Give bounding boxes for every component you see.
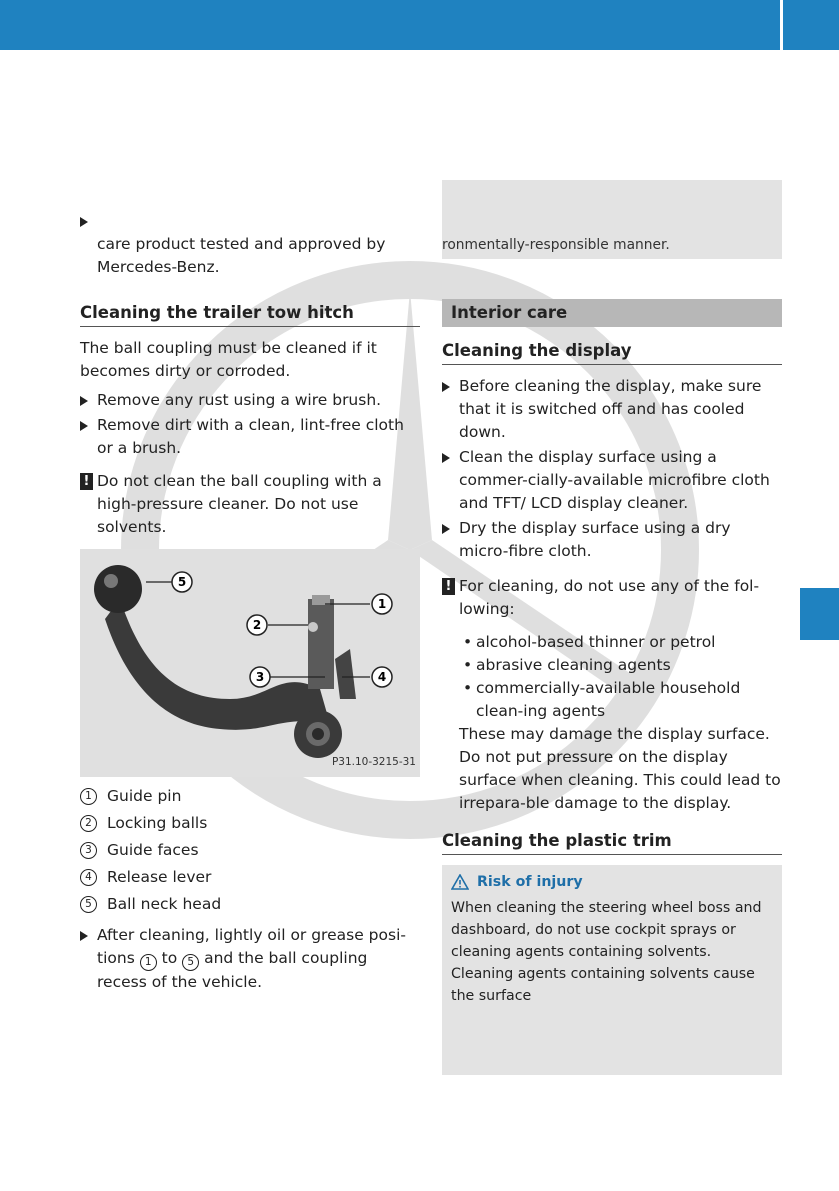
legend-item	[80, 864, 420, 891]
right-column	[442, 180, 782, 1075]
display-caution-note	[442, 575, 782, 621]
callout-5	[172, 572, 192, 592]
note-intro: For cleaning, do not use any of the fol-lowing:	[459, 577, 760, 618]
interior-care-banner: Interior care	[442, 299, 782, 327]
list-item: • commercially-available household clean-ing agents	[459, 677, 782, 723]
warning-header	[451, 871, 773, 893]
intro-bullet-line-1	[97, 210, 420, 233]
caution-note	[80, 470, 420, 539]
legend-label: Guide pin	[107, 787, 182, 805]
list-item	[442, 517, 782, 563]
bullet-text: Clean the display surface using a commer-cially-available microfibre cloth and TFT/ LCD display cleaner.	[459, 448, 770, 512]
bullet-arrow-icon	[80, 421, 88, 431]
after-text-2: and the ball coupling recess of the vehicle.	[97, 949, 368, 991]
tow-hitch-illustration	[80, 549, 420, 777]
exclamation-icon: !	[80, 473, 93, 490]
trailer-intro: The ball coupling must be cleaned if it becomes dirty or corroded.	[80, 339, 377, 380]
legend-item	[80, 837, 420, 864]
list-item	[80, 389, 420, 412]
svg-text:3: 3	[255, 670, 265, 684]
inline-number: 1	[140, 954, 157, 971]
environment-text: ronmentally-responsible manner.	[442, 237, 670, 253]
svg-text:4: 4	[377, 670, 387, 684]
intro-bullet-line-2: care product tested and approved by	[97, 235, 386, 253]
left-column	[80, 210, 420, 996]
bullet-arrow-icon	[80, 931, 88, 941]
svg-text:2: 2	[252, 618, 262, 632]
section-title-plastic-trim: Cleaning the plastic trim	[442, 829, 782, 855]
list-item: • alcohol-based thinner or petrol	[459, 631, 782, 654]
callout-4	[372, 667, 392, 687]
callout-3	[250, 667, 270, 687]
tow-hitch-figure	[80, 549, 420, 777]
bullet-arrow-icon	[442, 382, 450, 392]
warning-triangle-icon	[451, 874, 469, 890]
legend-number: 2	[80, 815, 97, 832]
legend-number: 1	[80, 788, 97, 805]
legend-item	[80, 810, 420, 837]
warning-box	[442, 865, 782, 1075]
caution-note-text: Do not clean the ball coupling with a high-pressure cleaner. Do not use solvents.	[97, 472, 382, 536]
list-item	[442, 375, 782, 444]
list-item	[80, 414, 420, 460]
after-to: to	[161, 949, 178, 967]
intro-bullet-line-3: Mercedes-Benz.	[97, 258, 220, 276]
legend-label: Release lever	[107, 868, 212, 886]
header-band	[0, 0, 839, 50]
warning-text: When cleaning the steering wheel boss and dashboard, do not use cockpit sprays or cleaning agents containing solvents. Cleaning agents containing solvents cause the surface	[451, 900, 762, 1004]
section-title-display: Cleaning the display	[442, 339, 782, 365]
warning-title: Risk of injury	[477, 874, 583, 890]
after-cleaning-bullet	[80, 924, 420, 994]
legend-number: 5	[80, 896, 97, 913]
figure-legend	[80, 783, 420, 918]
bullet-text: Remove any rust using a wire brush.	[97, 391, 382, 409]
legend-number: 3	[80, 842, 97, 859]
after-text-1: After cleaning, lightly oil or grease posi-tions	[97, 926, 406, 967]
exclamation-icon: !	[442, 578, 455, 595]
legend-item	[80, 783, 420, 810]
list-item	[442, 446, 782, 515]
figure-code: P31.10-3215-31	[331, 756, 416, 768]
bullet-arrow-icon	[80, 396, 88, 406]
callout-1	[372, 594, 392, 614]
section-title-trailer-hitch: Cleaning the trailer tow hitch	[80, 301, 420, 327]
bullet-text: Dry the display surface using a dry micro-fibre cloth.	[459, 519, 731, 560]
environment-note-box	[442, 180, 782, 259]
note-outro: These may damage the display surface. Do not put pressure on the display surface when cleaning. This could lead to irrepara-ble damage to the display.	[459, 725, 781, 812]
legend-label: Locking balls	[107, 814, 208, 832]
header-divider	[780, 0, 783, 50]
callout-2	[247, 615, 267, 635]
legend-item	[80, 891, 420, 918]
bullet-arrow-icon	[442, 524, 450, 534]
bullet-arrow-icon	[80, 217, 88, 227]
inline-number: 5	[182, 954, 199, 971]
intro-bullet	[80, 210, 420, 279]
bullet-text: Before cleaning the display, make sure that it is switched off and has cooled down.	[459, 377, 762, 441]
svg-text:5: 5	[177, 575, 187, 589]
chapter-side-tab[interactable]	[800, 588, 839, 640]
legend-label: Ball neck head	[107, 895, 222, 913]
list-item: • abrasive cleaning agents	[459, 654, 782, 677]
legend-label: Guide faces	[107, 841, 199, 859]
bullet-arrow-icon	[442, 453, 450, 463]
legend-number: 4	[80, 869, 97, 886]
svg-text:1: 1	[377, 597, 387, 611]
avoid-list	[442, 631, 782, 723]
bullet-text: Remove dirt with a clean, lint-free cloth or a brush.	[97, 416, 404, 457]
